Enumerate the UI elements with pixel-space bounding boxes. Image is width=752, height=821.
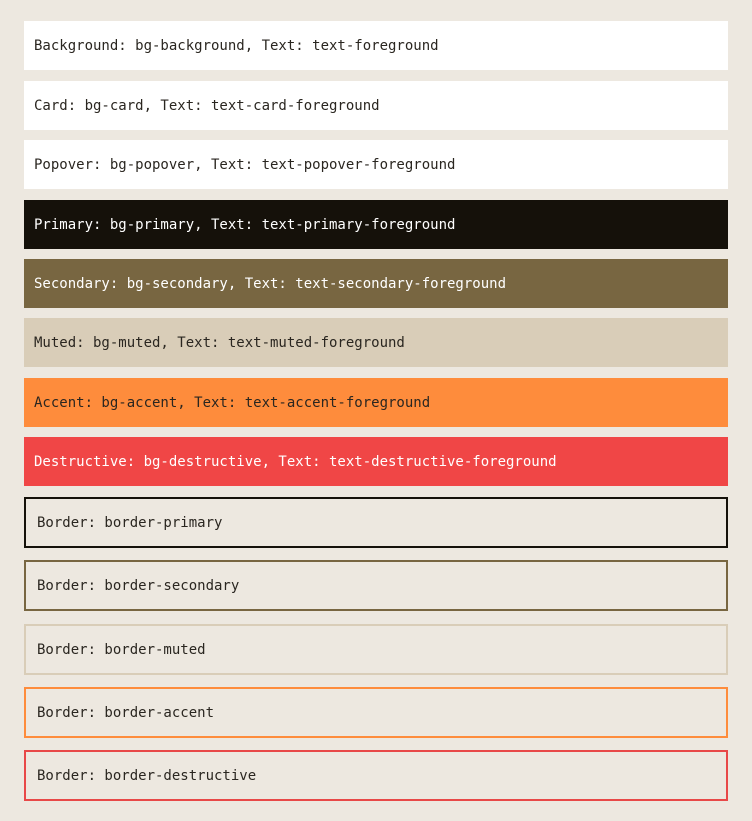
swatch-label: Background: bg-background, Text: text-foreground xyxy=(34,37,439,54)
border-label: Border: border-secondary xyxy=(37,577,240,594)
swatch-accent xyxy=(24,378,728,427)
border-sample-secondary xyxy=(24,560,728,611)
border-sample-destructive xyxy=(24,750,728,801)
border-sample-muted xyxy=(24,624,728,675)
swatch-label: Accent: bg-accent, Text: text-accent-foreground xyxy=(34,394,431,411)
swatch-destructive xyxy=(24,437,728,486)
swatch-background xyxy=(24,21,728,70)
swatch-label: Muted: bg-muted, Text: text-muted-foreground xyxy=(34,334,405,351)
border-label: Border: border-accent xyxy=(37,704,215,721)
swatch-card xyxy=(24,81,728,130)
swatch-muted xyxy=(24,318,728,367)
swatch-popover xyxy=(24,140,728,189)
swatch-label: Secondary: bg-secondary, Text: text-secondary-foreground xyxy=(34,275,507,292)
swatch-secondary xyxy=(24,259,728,308)
swatch-label: Destructive: bg-destructive, Text: text-destructive-foreground xyxy=(34,453,557,470)
border-sample-primary xyxy=(24,497,728,548)
border-sample-accent xyxy=(24,687,728,738)
border-label: Border: border-primary xyxy=(37,514,223,531)
swatch-label: Primary: bg-primary, Text: text-primary-foreground xyxy=(34,216,456,233)
border-label: Border: border-destructive xyxy=(37,767,257,784)
swatch-label: Popover: bg-popover, Text: text-popover-foreground xyxy=(34,156,456,173)
border-label: Border: border-muted xyxy=(37,641,206,658)
swatch-primary xyxy=(24,200,728,249)
swatch-label: Card: bg-card, Text: text-card-foreground xyxy=(34,97,380,114)
